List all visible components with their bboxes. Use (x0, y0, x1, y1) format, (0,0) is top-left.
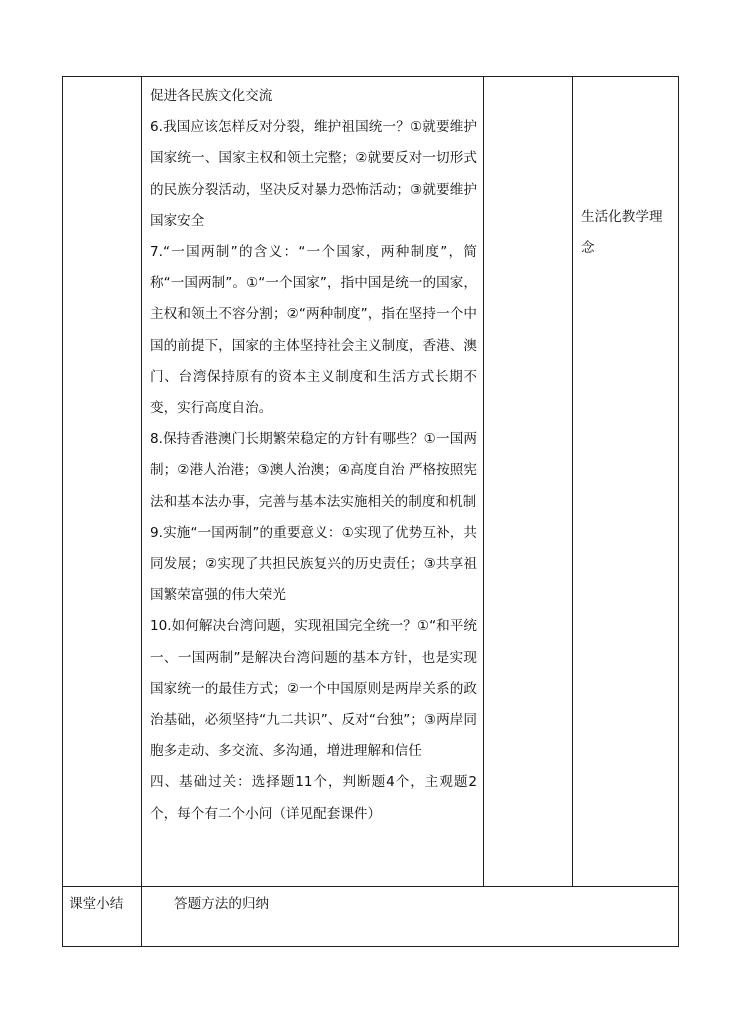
summary-text: 答题方法的归纳 (174, 896, 270, 912)
summary-content-cell (142, 887, 679, 947)
teaching-content-cell (142, 77, 484, 887)
content-paragraph-2: 7.“一国两制”的含义：“一个国家，两种制度”，简称“一国两制”。①“一个国家”，指中国是统一的国家，主权和领土不容分割；②“两种制度”，指在坚持一个中国的前提下，国家的主体坚持社会主义制度，香港、澳门、台湾保持原有的资本主义制度和生活方式长期不变，实行高度自治。 (150, 244, 477, 417)
teaching-content-row (63, 77, 679, 887)
content-paragraph-1: 6.我国应该怎样反对分裂，维护祖国统一？①就要维护国家统一、国家主权和领土完整；②就要反对一切形式的民族分裂活动，坚决反对暴力恐怖活动；③就要维护国家安全 (150, 119, 477, 229)
content-paragraph-3: 8.保持香港澳门长期繁荣稳定的方针有哪些？①一国两制；②港人治港；③澳人治澳；④高度自治 严格按照宪法和基本法办事，完善与基本法实施相关的制度和机制 (150, 431, 477, 510)
summary-row (63, 887, 679, 947)
design-note-text: 生活化教学理念 (581, 209, 663, 256)
summary-label: 课堂小结 (69, 896, 124, 912)
lesson-plan-table (62, 76, 679, 947)
teaching-content-text (142, 77, 483, 830)
content-paragraph-6: 四、基础过关：选择题11个，判断题4个，主观题2个，每个有二个小问（详见配套课件） (150, 774, 477, 822)
content-paragraph-5: 10.如何解决台湾问题，实现祖国完全统一？①“和平统一、一国两制”是解决台湾问题的基本方针，也是实现国家统一的最佳方式；②一个中国原则是两岸关系的政治基础，必须坚持“九二共识”、反对“台独”；③两岸同胞多走动、多交流、多沟通，增进理解和信任 (150, 618, 477, 760)
content-paragraph-4: 9.实施“一国两制”的重要意义：①实现了优势互补，共同发展；②实现了共担民族复兴的历史责任；③共享祖国繁荣富强的伟大荣光 (150, 524, 477, 604)
design-intent-cell (573, 77, 679, 887)
summary-label-cell (63, 887, 142, 947)
student-activity-cell-empty (484, 77, 573, 887)
content-paragraph-0: 促进各民族文化交流 (150, 88, 273, 104)
row-label-cell-empty (63, 77, 142, 887)
